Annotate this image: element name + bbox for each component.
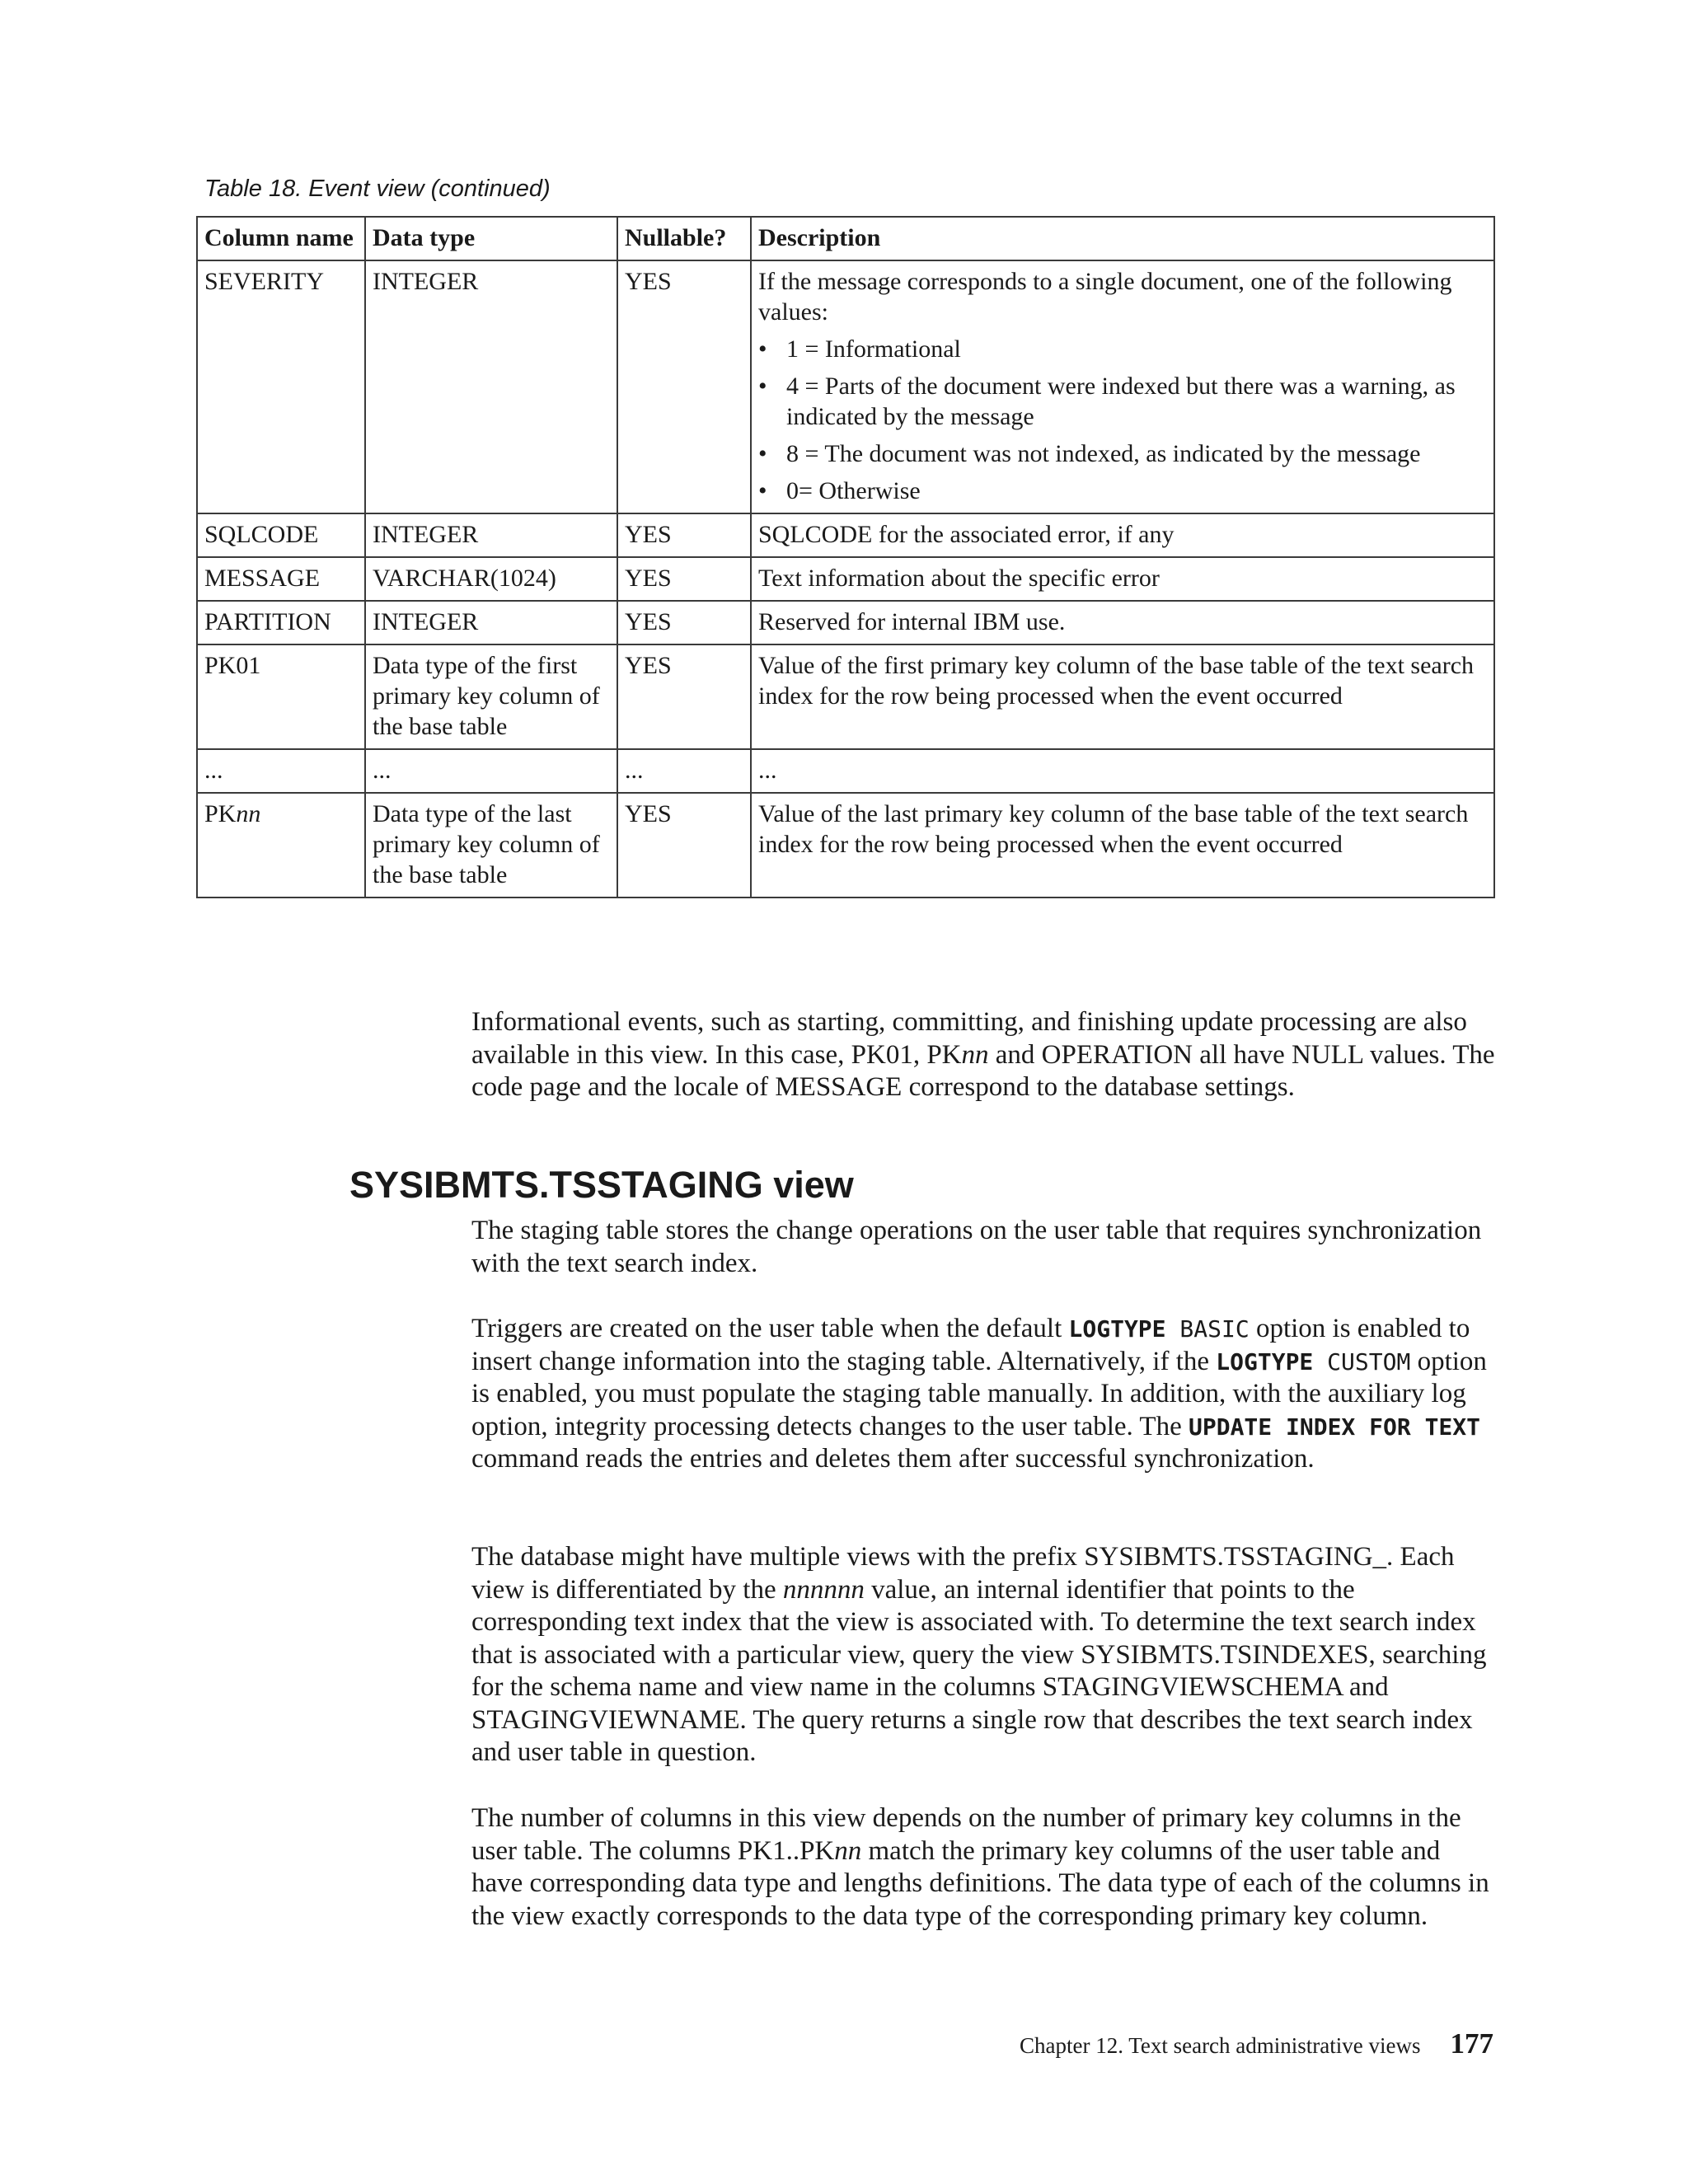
- cell-data-type: INTEGER: [365, 260, 617, 513]
- keyword-logtype: LOGTYPE: [1216, 1347, 1314, 1376]
- header-data-type: Data type: [365, 217, 617, 260]
- event-view-table: [196, 216, 1495, 898]
- header-column-name: Column name: [197, 217, 365, 260]
- table-header-row: [197, 217, 1494, 260]
- table-row: [197, 749, 1494, 793]
- table-row: [197, 260, 1494, 513]
- cell-column-name: ...: [197, 749, 365, 793]
- cell-description: SQLCODE for the associated error, if any: [751, 513, 1494, 557]
- bullet: •: [758, 477, 767, 504]
- text-span: command reads the entries and deletes them after successful synchronization.: [471, 1444, 1315, 1474]
- triggers-paragraph: [471, 1313, 1498, 1476]
- text-span: Triggers are created on the user table when the default: [471, 1314, 1069, 1343]
- cell-nullable: YES: [617, 793, 751, 898]
- text-span: The number of columns in this view depends on the number of primary key columns in the user table. The columns PK1..PK: [471, 1803, 1461, 1866]
- list-item-text: 1 = Informational: [786, 335, 961, 363]
- table-row: [197, 557, 1494, 601]
- views-paragraph: [471, 1541, 1498, 1769]
- list-item: [758, 334, 1487, 364]
- cell-column-name: PARTITION: [197, 601, 365, 644]
- cell-nullable: YES: [617, 557, 751, 601]
- cell-description: Text information about the specific error: [751, 557, 1494, 601]
- page-number: 177: [1450, 2027, 1493, 2060]
- cell-description: Value of the first primary key column of the base table of the text search index for the row being processed when the event occurred: [751, 644, 1494, 749]
- list-item: [758, 476, 1487, 506]
- pk-prefix: PK: [204, 800, 237, 827]
- cell-data-type: VARCHAR(1024): [365, 557, 617, 601]
- table-row: [197, 513, 1494, 557]
- text-span: Informational events, such as starting, committing, and finishing update processing are also available in this view. In this case, PK01, PK: [471, 1007, 1467, 1070]
- list-item: [758, 371, 1487, 432]
- table-row: [197, 793, 1494, 898]
- bullet: •: [758, 373, 767, 400]
- cell-data-type: Data type of the first primary key column of the base table: [365, 644, 617, 749]
- cell-data-type: Data type of the last primary key column of the base table: [365, 793, 617, 898]
- text-span: match the primary key columns of the user table and have corresponding data type and lengths definitions. The data type of each of the columns in the view exactly corresponds to the data type of the corresponding primary key column.: [471, 1835, 1489, 1931]
- list-item-text: 4 = Parts of the document were indexed but there was a warning, as indicated by the message: [786, 373, 1456, 430]
- table-row: [197, 644, 1494, 749]
- cell-column-name: SQLCODE: [197, 513, 365, 557]
- severity-values-list: [758, 334, 1487, 506]
- cell-nullable: ...: [617, 749, 751, 793]
- page-footer: [1020, 2027, 1493, 2062]
- informational-events-paragraph: [471, 1006, 1498, 1104]
- keyword-basic: BASIC: [1165, 1315, 1250, 1343]
- cell-nullable: YES: [617, 513, 751, 557]
- pk-suffix: nn: [236, 800, 261, 827]
- cell-description: Reserved for internal IBM use.: [751, 601, 1494, 644]
- cell-data-type: INTEGER: [365, 513, 617, 557]
- cell-nullable: YES: [617, 601, 751, 644]
- cell-column-name: PK01: [197, 644, 365, 749]
- text-span: option is enabled, you must populate the staging table manually. In addition, with the auxiliary log option, integrity processing detects changes to the user table. The: [471, 1346, 1487, 1441]
- cell-column-name: SEVERITY: [197, 260, 365, 513]
- cell-description: Value of the last primary key column of the base table of the text search index for the row being processed when the event occurred: [751, 793, 1494, 898]
- cell-nullable: YES: [617, 644, 751, 749]
- cell-column-name: [197, 793, 365, 898]
- keyword-logtype: LOGTYPE: [1068, 1315, 1166, 1343]
- section-title: SYSIBMTS.TSSTAGING view: [349, 1164, 854, 1206]
- list-item-text: 8 = The document was not indexed, as indicated by the message: [786, 440, 1421, 467]
- cell-description: [751, 260, 1494, 513]
- cell-data-type: ...: [365, 749, 617, 793]
- cell-description: ...: [751, 749, 1494, 793]
- text-span: option is enabled to insert change information into the staging table. Alternatively, if the: [471, 1314, 1470, 1376]
- header-description: Description: [751, 217, 1494, 260]
- bullet: •: [758, 440, 767, 467]
- paragraph-text: The staging table stores the change operations on the user table that requires synchronization with the text search index.: [471, 1216, 1482, 1278]
- bullet: •: [758, 335, 767, 363]
- text-span: value, an internal identifier that points to the corresponding text index that the view is associated with. To determine the text search index that is associated with a particular view, query the view SYSIBMTS.TSINDEXES, searching for the schema name and view name in the columns STAGINGVIEWSCHEMA and STAGINGVIEWNAME. The query returns a single row that describes the text search index and user table in question.: [471, 1574, 1487, 1767]
- italic-span: nn: [961, 1039, 989, 1070]
- table-row: [197, 601, 1494, 644]
- cell-data-type: INTEGER: [365, 601, 617, 644]
- cell-column-name: MESSAGE: [197, 557, 365, 601]
- staging-paragraph: [471, 1215, 1498, 1280]
- command-update-index: UPDATE INDEX FOR TEXT: [1189, 1413, 1481, 1441]
- text-span: and OPERATION all have NULL values. The code page and the locale of MESSAGE correspond to the database settings.: [471, 1039, 1495, 1102]
- table-caption: Table 18. Event view (continued): [204, 176, 551, 202]
- cell-nullable: YES: [617, 260, 751, 513]
- footer-chapter: Chapter 12. Text search administrative views: [1020, 2033, 1421, 2058]
- list-item-text: 0= Otherwise: [786, 477, 921, 504]
- italic-span: nn: [834, 1835, 862, 1866]
- columns-paragraph: [471, 1802, 1498, 1933]
- text-span: The database might have multiple views with the prefix SYSIBMTS.TSSTAGING_. Each view is differentiated by the: [471, 1542, 1455, 1605]
- italic-span: nnnnnn: [782, 1574, 865, 1605]
- keyword-custom: CUSTOM: [1313, 1347, 1411, 1376]
- severity-intro: If the message corresponds to a single document, one of the following values:: [758, 268, 1452, 326]
- list-item: [758, 438, 1487, 469]
- header-nullable: Nullable?: [617, 217, 751, 260]
